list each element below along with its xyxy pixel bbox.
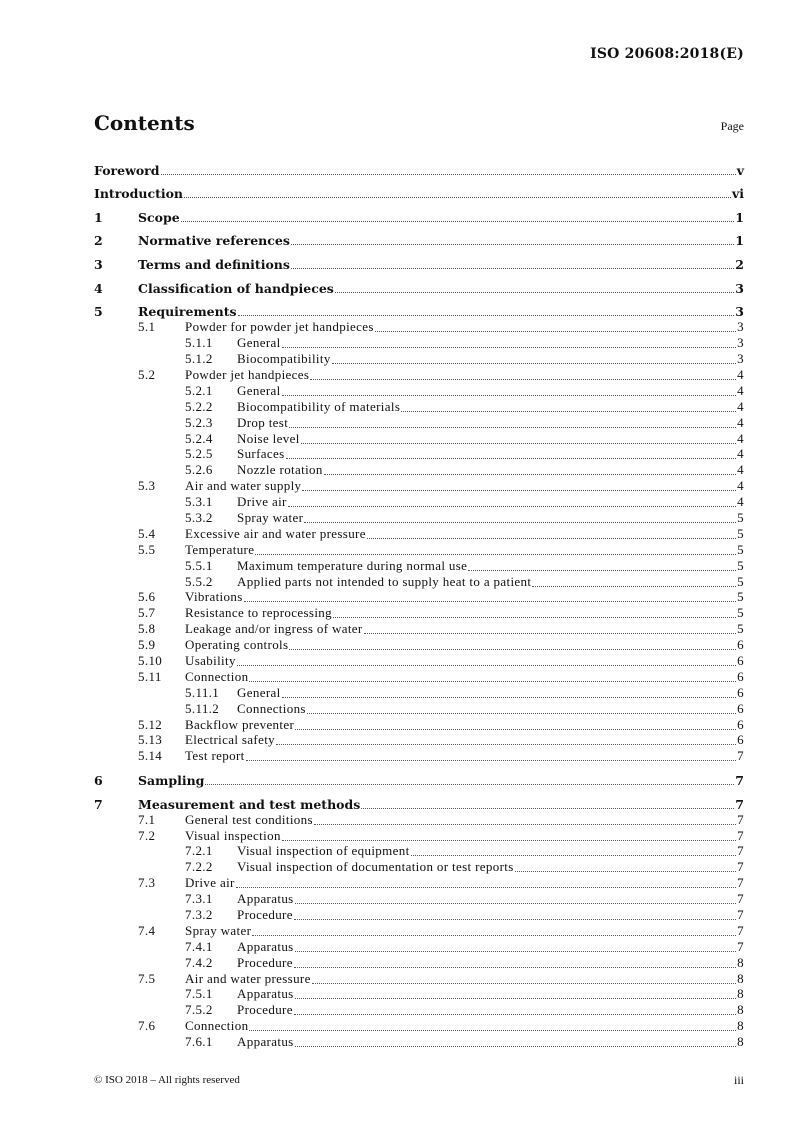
toc-entry-number: 5.1 (138, 319, 156, 335)
toc-entry-title[interactable]: Operating controls (185, 637, 289, 653)
toc-entry-number: 5.3 (138, 478, 156, 494)
toc-entry-title[interactable]: Apparatus (237, 891, 294, 907)
toc-entry-number: 5.3.2 (185, 510, 213, 526)
toc-dot-leader (295, 728, 736, 730)
toc-entry[interactable] (94, 637, 744, 653)
toc-dot-leader (361, 807, 734, 809)
toc-entry[interactable] (94, 178, 744, 201)
toc-dot-leader (314, 823, 736, 825)
toc-dot-leader (304, 521, 736, 523)
toc-entry-page[interactable]: 3 (735, 280, 744, 296)
toc-entry-number: 7.3 (138, 875, 156, 891)
toc-entry-page[interactable]: 5 (737, 557, 744, 573)
toc-entry[interactable] (94, 923, 744, 939)
toc-entry-number: 7.4.1 (185, 938, 213, 954)
page-title: Contents (94, 111, 195, 135)
toc-entry[interactable] (94, 431, 744, 447)
footer-page-number: iii (733, 1073, 744, 1087)
toc-entry-number: 5.5.2 (185, 573, 213, 589)
toc-entry-title[interactable]: Apparatus (237, 1034, 294, 1050)
toc-entry[interactable] (94, 272, 744, 296)
toc-entry-page[interactable]: 5 (737, 621, 744, 637)
toc-dot-leader (252, 934, 736, 936)
toc-entry-number: 5.5.1 (185, 557, 213, 573)
toc-entry[interactable] (94, 319, 744, 335)
toc-entry[interactable] (94, 155, 744, 178)
toc-entry-page[interactable]: 6 (737, 684, 744, 700)
toc-entry[interactable] (94, 844, 744, 860)
toc-entry-number: 5.9 (138, 637, 156, 653)
toc-dot-leader (301, 442, 736, 444)
toc-entry-number: 7.6 (138, 1018, 156, 1034)
toc-entry-number: 4 (94, 280, 103, 296)
toc-entry-page[interactable]: 7 (737, 843, 744, 859)
toc-entry-title[interactable]: Measurement and test methods (138, 796, 361, 812)
toc-dot-leader (289, 648, 736, 650)
toc-entry-number: 5.1.1 (185, 335, 213, 351)
toc-entry[interactable] (94, 558, 744, 574)
toc-dot-leader (291, 243, 734, 245)
toc-entry-number: 7 (94, 796, 103, 812)
toc-entry-page[interactable]: 4 (737, 430, 744, 446)
toc-dot-leader (282, 394, 737, 396)
toc-entry-title[interactable]: Foreword (94, 163, 160, 178)
toc-entry[interactable] (94, 462, 744, 478)
toc-entry-number: 5.2.4 (185, 430, 213, 446)
toc-entry[interactable] (94, 717, 744, 733)
toc-entry-page[interactable]: 8 (737, 986, 744, 1002)
toc-dot-leader (286, 457, 737, 459)
toc-entry-title[interactable]: Terms and definitions (138, 257, 290, 273)
toc-dot-leader (411, 854, 737, 856)
toc-entry-title[interactable]: Requirements (138, 304, 237, 320)
toc-entry-number: 2 (94, 233, 103, 249)
toc-entry-title[interactable]: Applied parts not intended to supply heat to a patient (237, 573, 532, 589)
toc-entry-title[interactable]: General (237, 382, 281, 398)
toc-entry-number: 3 (94, 257, 103, 273)
toc-dot-leader (532, 585, 736, 587)
toc-entry-title[interactable]: General (237, 335, 281, 351)
toc-entry[interactable] (94, 987, 744, 1003)
toc-dot-leader (255, 553, 736, 555)
toc-entry-title[interactable]: Air and water supply (185, 478, 302, 494)
toc-entry-title[interactable]: Maximum temperature during normal use (237, 557, 468, 573)
toc-entry[interactable] (94, 621, 744, 637)
toc-entry[interactable] (94, 478, 744, 494)
toc-entry-title[interactable]: Excessive air and water pressure (185, 525, 366, 541)
toc-entry-title[interactable]: Surfaces (237, 446, 285, 462)
toc-entry[interactable] (94, 685, 744, 701)
toc-dot-leader (249, 680, 736, 682)
toc-entry-page[interactable]: 3 (735, 304, 744, 320)
toc-dot-leader (282, 839, 736, 841)
toc-entry-page[interactable]: 6 (737, 637, 744, 653)
toc-entry[interactable] (94, 939, 744, 955)
toc-entry-number: 7.5 (138, 970, 156, 986)
toc-entry-page[interactable]: 6 (737, 732, 744, 748)
toc-dot-leader (333, 616, 736, 618)
toc-entry-number: 5.2 (138, 367, 156, 382)
toc-entry[interactable] (94, 733, 744, 749)
toc-entry-page[interactable]: 4 (737, 478, 744, 494)
toc-entry-title[interactable]: Sampling (138, 773, 205, 789)
toc-dot-leader (295, 1045, 737, 1047)
toc-entry-page[interactable]: 3 (737, 335, 744, 351)
toc-entry[interactable] (94, 367, 744, 383)
toc-entry-title[interactable]: Connection (185, 1018, 249, 1034)
toc-entry-title[interactable]: General test conditions (185, 811, 313, 827)
footer-copyright: © ISO 2018 – All rights reserved (94, 1074, 240, 1086)
toc-entry-title[interactable]: Procedure (237, 906, 293, 922)
toc-entry[interactable] (94, 335, 744, 351)
toc-entry-number: 5.11.2 (185, 700, 220, 716)
toc-entry[interactable] (94, 907, 744, 923)
toc-entry-page[interactable]: 4 (737, 494, 744, 510)
toc-entry-title[interactable]: Air and water pressure (185, 970, 311, 986)
toc-dot-leader (295, 902, 737, 904)
toc-entry-number: 7.4 (138, 922, 156, 938)
toc-dot-leader (515, 870, 736, 872)
toc-entry[interactable] (94, 859, 744, 875)
toc-dot-leader (295, 997, 737, 999)
toc-entry-title[interactable]: Visual inspection (185, 827, 281, 843)
toc-entry[interactable] (94, 225, 744, 249)
toc-entry[interactable] (94, 201, 744, 225)
toc-entry-title[interactable]: General (237, 684, 281, 700)
toc-entry-title[interactable]: Normative references (138, 233, 290, 249)
toc-entry[interactable] (94, 653, 744, 669)
toc-dot-leader (289, 426, 736, 428)
toc-entry-number: 7.2.2 (185, 859, 213, 875)
toc-entry-page[interactable]: 1 (735, 209, 744, 225)
toc-entry-number: 6 (94, 773, 103, 789)
toc-entry-title[interactable]: Nozzle rotation (237, 462, 323, 478)
toc-entry-page[interactable]: 6 (737, 668, 744, 684)
toc-entry-page[interactable]: 5 (737, 573, 744, 589)
toc-entry-title[interactable]: Powder jet handpieces (185, 367, 310, 382)
toc-dot-leader (332, 362, 736, 364)
toc-entry-title[interactable]: Resistance to reprocessing (185, 605, 333, 621)
toc-entry-page[interactable]: 7 (737, 875, 744, 891)
toc-entry-title[interactable]: Temperature (185, 541, 255, 557)
toc-entry-title[interactable]: Connections (237, 700, 306, 716)
toc-entry-title[interactable]: Spray water (237, 510, 304, 526)
toc-entry-number: 5.2.5 (185, 446, 213, 462)
toc-entry[interactable] (94, 526, 744, 542)
toc-entry-page[interactable]: 4 (737, 462, 744, 478)
toc-entry-title[interactable]: Procedure (237, 1002, 293, 1018)
toc-entry-title[interactable]: Biocompatibility of materials (237, 398, 401, 414)
toc-entry[interactable] (94, 494, 744, 510)
toc-entry-title[interactable]: Apparatus (237, 938, 294, 954)
toc-dot-leader (181, 220, 735, 222)
toc-entry-page[interactable]: 6 (737, 716, 744, 732)
toc-entry-number: 5.10 (138, 653, 163, 669)
toc-entry[interactable] (94, 875, 744, 891)
toc-dot-leader (246, 759, 737, 761)
toc-entry-page[interactable]: 8 (737, 954, 744, 970)
toc-entry-title[interactable]: Test report (185, 748, 245, 764)
toc-entry[interactable] (94, 701, 744, 717)
toc-entry[interactable] (94, 1018, 744, 1034)
toc-entry-title[interactable]: Procedure (237, 954, 293, 970)
toc-entry-page[interactable]: 8 (737, 1002, 744, 1018)
toc-dot-leader (375, 330, 736, 332)
toc-entry-title[interactable]: Introduction (94, 186, 184, 201)
toc-entry-title[interactable]: Backflow preventer (185, 716, 295, 732)
toc-entry-title[interactable]: Vibrations (185, 589, 243, 605)
toc-entry[interactable] (94, 574, 744, 590)
toc-entry[interactable] (94, 788, 744, 812)
toc-entry[interactable] (94, 748, 744, 764)
toc-entry[interactable] (94, 415, 744, 431)
toc-entry[interactable] (94, 248, 744, 272)
toc-dot-leader (161, 173, 736, 175)
toc-entry-number: 5.6 (138, 589, 156, 605)
toc-entry[interactable] (94, 590, 744, 606)
toc-entry-number: 5.2.3 (185, 414, 213, 430)
toc-dot-leader (244, 600, 737, 602)
toc-entry[interactable] (94, 1002, 744, 1018)
toc-entry[interactable] (94, 351, 744, 367)
toc-entry[interactable] (94, 971, 744, 987)
toc-entry-page[interactable]: vi (731, 186, 744, 201)
toc-entry[interactable] (94, 383, 744, 399)
toc-entry-number: 7.3.1 (185, 891, 213, 907)
toc-dot-leader (288, 505, 736, 507)
toc-entry-number: 5.2.2 (185, 398, 213, 414)
toc-entry-page[interactable]: 5 (737, 589, 744, 605)
toc-entry-number: 5.1.2 (185, 351, 213, 367)
toc-entry-number: 5.7 (138, 605, 156, 621)
toc-entry-page[interactable]: 7 (737, 891, 744, 907)
toc-entry-page[interactable]: 7 (737, 922, 744, 938)
toc-entry-title[interactable]: Apparatus (237, 986, 294, 1002)
toc-entry-page[interactable]: 7 (737, 859, 744, 875)
toc-entry-number: 5.13 (138, 732, 163, 748)
toc-entry-page[interactable]: 3 (737, 351, 744, 367)
toc-entry-page[interactable]: 5 (737, 605, 744, 621)
toc-entry-number: 7.4.2 (185, 954, 213, 970)
toc-dot-leader (282, 696, 737, 698)
toc-entry[interactable] (94, 605, 744, 621)
toc-entry-page[interactable]: 6 (737, 700, 744, 716)
toc-entry[interactable] (94, 542, 744, 558)
toc-entry[interactable] (94, 510, 744, 526)
toc-dot-leader (310, 378, 736, 380)
toc-entry-number: 1 (94, 209, 103, 225)
toc-entry-number: 5.12 (138, 716, 163, 732)
toc-entry-title[interactable]: Biocompatibility (237, 351, 331, 367)
toc-entry-page[interactable]: 7 (737, 938, 744, 954)
document-id: ISO 20608:2018(E) (590, 46, 744, 62)
toc-entry[interactable] (94, 447, 744, 463)
toc-entry-title[interactable]: Visual inspection of documentation or test reports (237, 859, 514, 875)
toc-entry-number: 5.2.6 (185, 462, 213, 478)
toc-entry-number: 5.3.1 (185, 494, 213, 510)
toc-entry-page[interactable]: 5 (737, 525, 744, 541)
toc-entry-title[interactable]: Leakage and/or ingress of water (185, 621, 363, 637)
toc-entry-number: 5.8 (138, 621, 156, 637)
toc-entry-page[interactable]: 1 (735, 233, 744, 249)
toc-entry-title[interactable]: Electrical safety (185, 732, 276, 748)
toc-entry-number: 7.5.1 (185, 986, 213, 1002)
table-of-contents (94, 155, 744, 1050)
toc-entry[interactable] (94, 891, 744, 907)
toc-entry-title[interactable]: Noise level (237, 430, 300, 446)
toc-entry-title[interactable]: Usability (185, 653, 236, 669)
toc-entry-number: 5.11.1 (185, 684, 220, 700)
toc-entry[interactable] (94, 764, 744, 788)
toc-entry-page[interactable]: 7 (737, 827, 744, 843)
toc-entry-number: 7.5.2 (185, 1002, 213, 1018)
toc-entry-title[interactable]: Powder for powder jet handpieces (185, 319, 374, 335)
toc-dot-leader (307, 712, 736, 714)
toc-entry[interactable] (94, 812, 744, 828)
toc-entry-page[interactable]: 6 (737, 653, 744, 669)
toc-dot-leader (282, 346, 737, 348)
toc-entry-page[interactable]: 7 (737, 906, 744, 922)
toc-entry-page[interactable]: 8 (737, 970, 744, 986)
toc-entry-page[interactable]: 3 (737, 319, 744, 335)
toc-entry-number: 5.14 (138, 748, 163, 764)
toc-entry-page[interactable]: 4 (737, 446, 744, 462)
toc-entry-number: 5.4 (138, 525, 156, 541)
toc-entry-page[interactable]: 7 (737, 811, 744, 827)
toc-entry-title[interactable]: Classification of handpieces (138, 280, 334, 296)
toc-entry[interactable] (94, 1034, 744, 1050)
toc-entry-page[interactable]: 4 (737, 382, 744, 398)
toc-entry-title[interactable]: Drive air (185, 875, 235, 891)
toc-dot-leader (294, 1013, 736, 1015)
toc-entry[interactable] (94, 399, 744, 415)
toc-entry[interactable] (94, 669, 744, 685)
toc-entry-title[interactable]: Drive air (237, 494, 287, 510)
toc-dot-leader (364, 632, 737, 634)
toc-entry-title[interactable]: Drop test (237, 414, 289, 430)
toc-entry[interactable] (94, 955, 744, 971)
toc-entry-page[interactable]: 5 (737, 510, 744, 526)
toc-entry-number: 5.5 (138, 541, 156, 557)
toc-entry-page[interactable]: 2 (735, 257, 744, 273)
toc-dot-leader (294, 966, 736, 968)
toc-entry-page[interactable]: 8 (737, 1034, 744, 1050)
toc-dot-leader (237, 664, 736, 666)
toc-dot-leader (276, 743, 736, 745)
toc-entry-number: 7.2.1 (185, 843, 213, 859)
toc-entry-page[interactable]: 4 (737, 414, 744, 430)
toc-entry-number: 5.11 (138, 668, 162, 684)
toc-entry-page[interactable]: 7 (735, 796, 744, 812)
toc-dot-leader (291, 267, 734, 269)
toc-dot-leader (468, 569, 736, 571)
toc-entry-page[interactable]: 4 (737, 398, 744, 414)
toc-entry-number: 7.2 (138, 827, 156, 843)
toc-dot-leader (295, 950, 737, 952)
toc-entry-number: 5 (94, 304, 103, 320)
toc-dot-leader (294, 918, 736, 920)
page-column-label: Page (720, 119, 744, 133)
toc-entry-number: 7.1 (138, 811, 156, 827)
toc-entry-page[interactable]: v (736, 163, 744, 178)
toc-dot-leader (367, 537, 736, 539)
toc-entry-number: 5.2.1 (185, 382, 213, 398)
toc-dot-leader (401, 410, 736, 412)
toc-entry-page[interactable]: 8 (737, 1018, 744, 1034)
toc-entry-title[interactable]: Scope (138, 209, 180, 225)
toc-dot-leader (335, 291, 734, 293)
toc-entry-page[interactable]: 7 (737, 748, 744, 764)
toc-entry-title[interactable]: Visual inspection of equipment (237, 843, 410, 859)
toc-dot-leader (312, 982, 736, 984)
toc-entry-page[interactable]: 4 (737, 367, 744, 382)
toc-dot-leader (238, 314, 735, 316)
toc-entry[interactable] (94, 296, 744, 320)
toc-dot-leader (205, 783, 734, 785)
toc-dot-leader (302, 489, 736, 491)
toc-dot-leader (236, 886, 736, 888)
toc-entry-title[interactable]: Spray water (185, 922, 252, 938)
toc-entry-number: 7.6.1 (185, 1034, 213, 1050)
toc-entry-page[interactable]: 5 (737, 541, 744, 557)
toc-dot-leader (184, 196, 731, 198)
toc-dot-leader (249, 1029, 736, 1031)
toc-entry-number: 7.3.2 (185, 906, 213, 922)
toc-entry-page[interactable]: 7 (735, 773, 744, 789)
toc-entry[interactable] (94, 828, 744, 844)
toc-dot-leader (324, 473, 736, 475)
toc-entry-title[interactable]: Connection (185, 668, 249, 684)
